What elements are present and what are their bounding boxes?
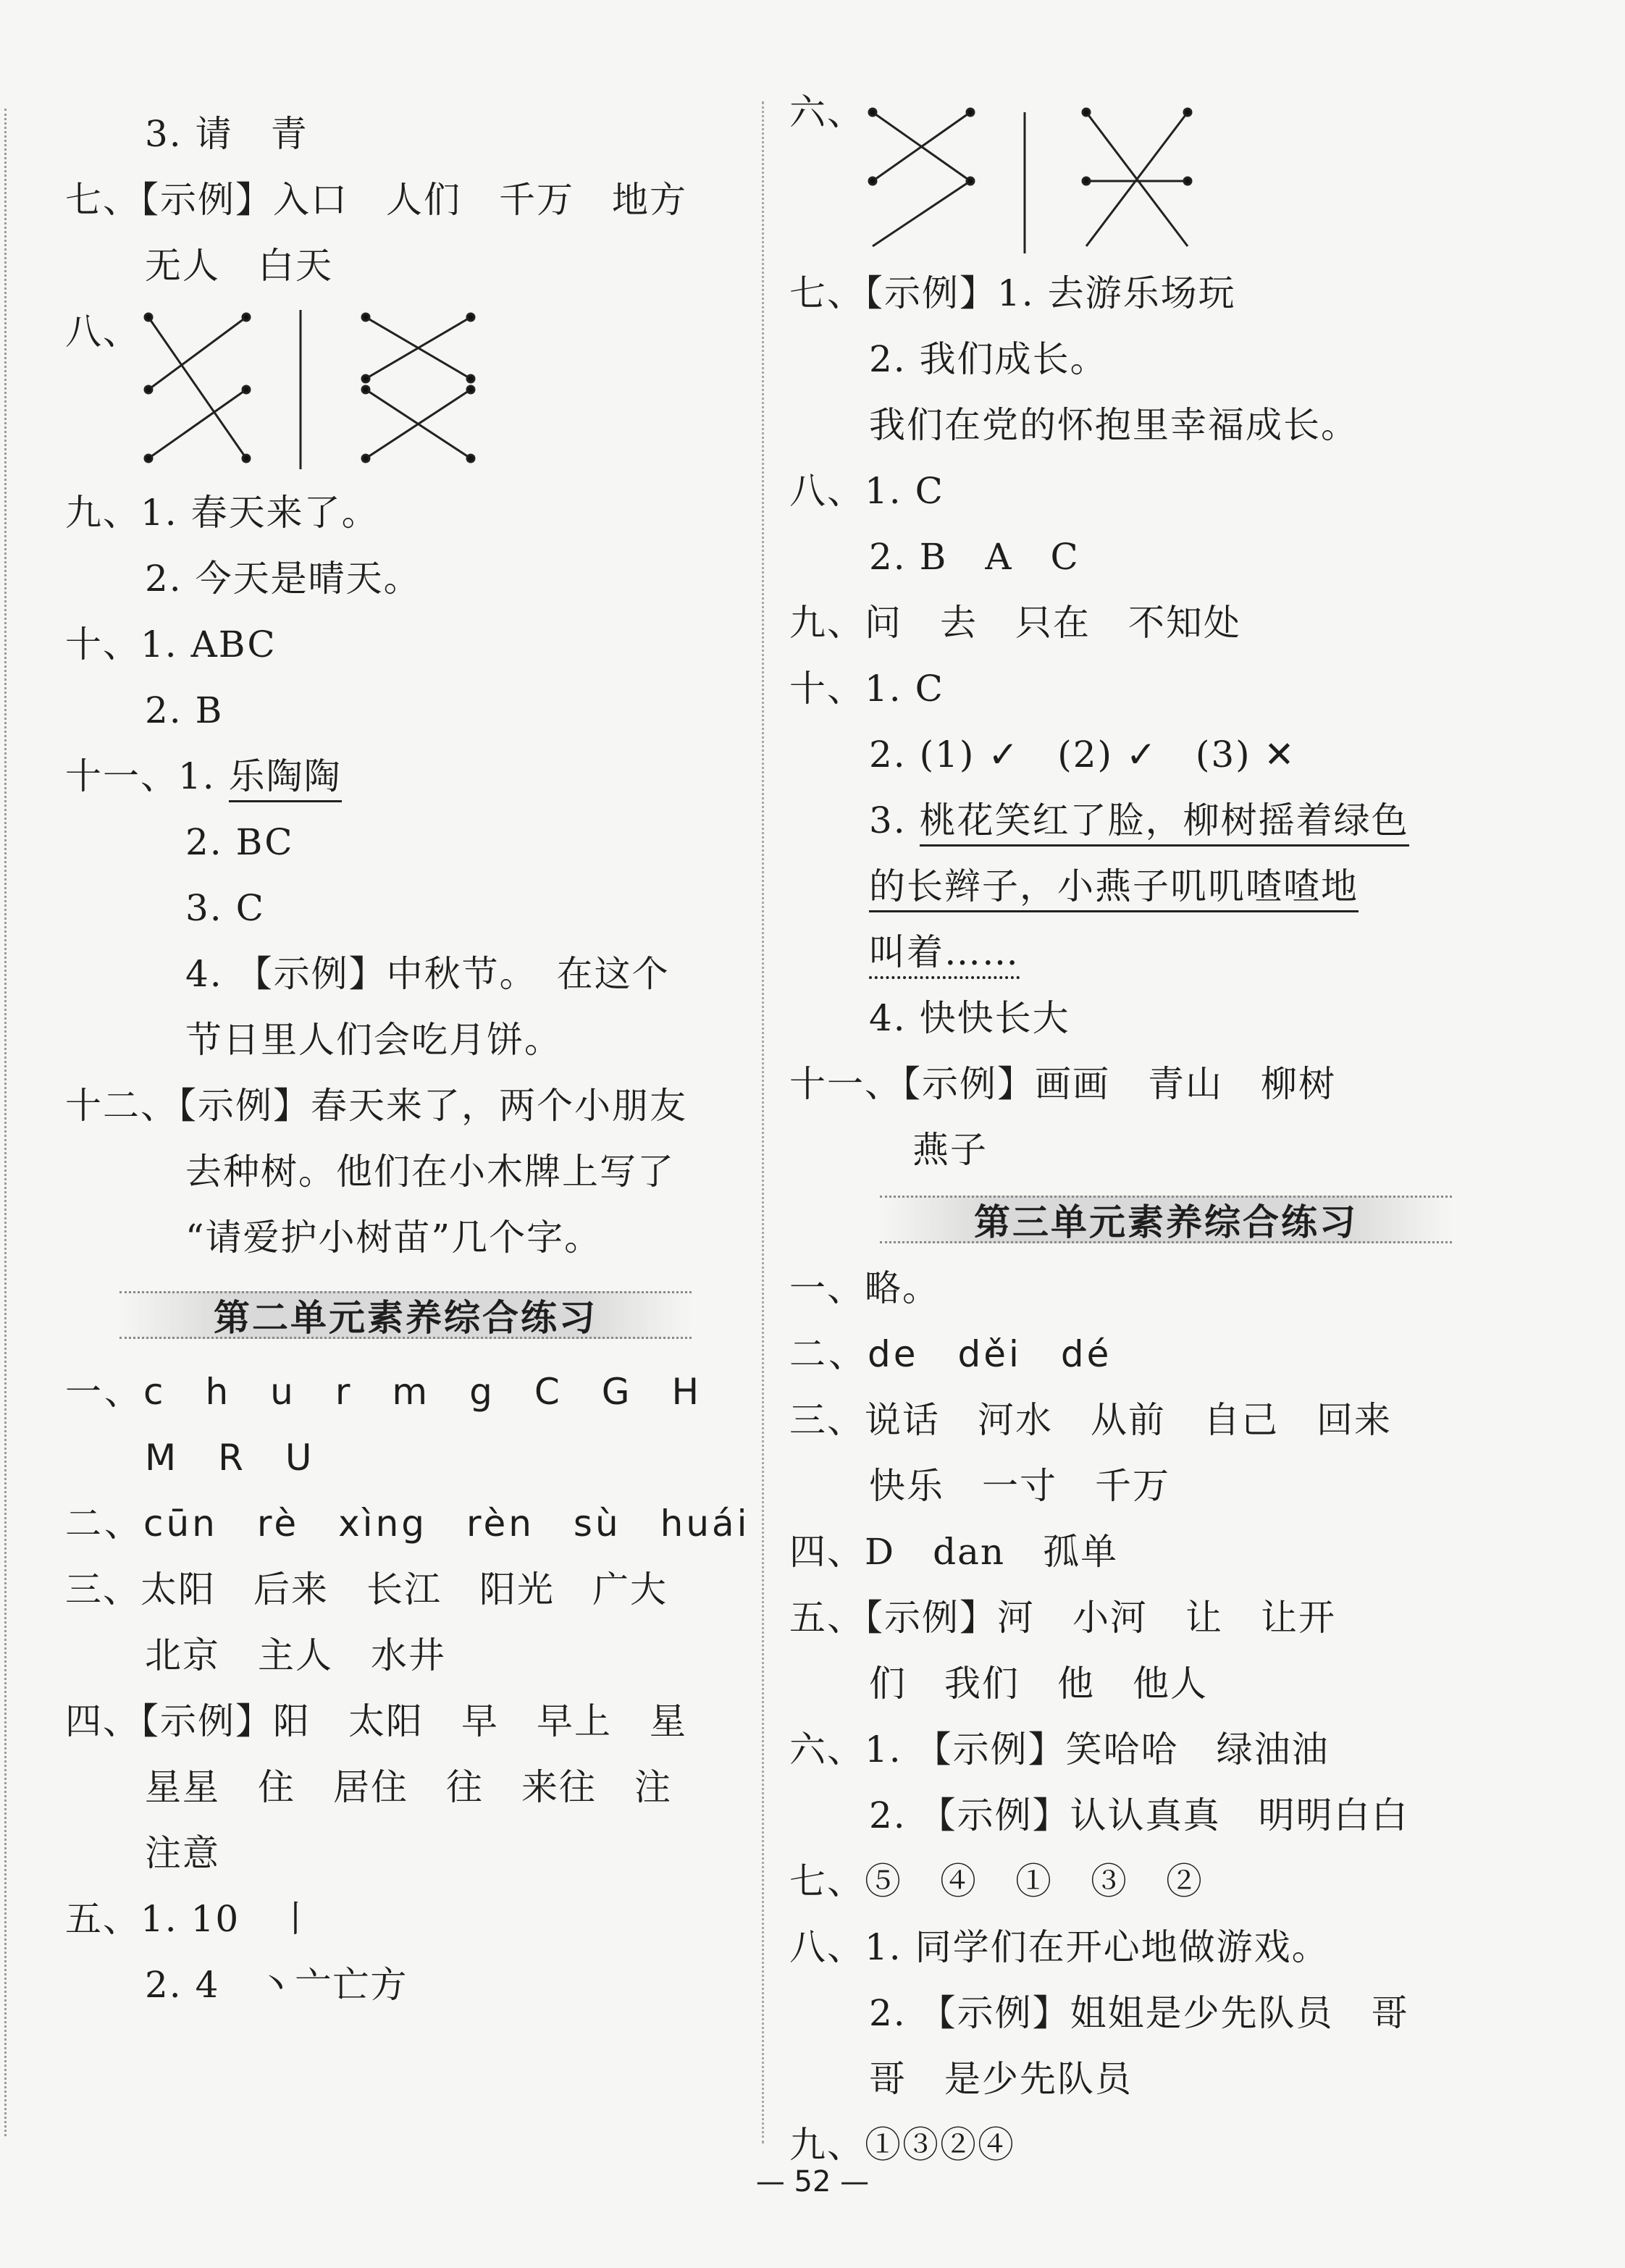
answer-line: 三、太阳 后来 长江 阳光 广大 (65, 1568, 668, 1610)
answer-line: 2. 【示例】认认真真 明明白白 (869, 1794, 1409, 1836)
answer-line: 节日里人们会吃月饼。 (185, 1019, 562, 1061)
answer-line: 2. 4 丶亠亡方 (145, 1964, 408, 2006)
answer-line: 三、说话 河水 从前 自己 回来 (789, 1399, 1392, 1441)
answer-line: 无人 白天 (145, 245, 333, 287)
answer-line: 八、1. 同学们在开心地做游戏。 (789, 1926, 1330, 1968)
page-number: — 52 — (755, 2165, 870, 2198)
answer-line: 哥 是少先队员 (869, 2058, 1133, 2100)
question-label: 六、 (789, 91, 865, 133)
matching-lines-diagram (862, 101, 1296, 261)
matching-lines-diagram (138, 306, 644, 487)
answer-line: 二、de děi dé (789, 1333, 1112, 1375)
question-label: 八、 (65, 311, 140, 353)
answer-line: 六、1. 【示例】笑哈哈 绿油油 (789, 1729, 1330, 1771)
answer-line: 2. (1) ✓ (2) ✓ (3) ✕ (869, 734, 1296, 776)
answer-line: 一、略。 (789, 1267, 940, 1309)
underlined-answer: 的长辫子，小燕子叽叽喳喳地 (869, 865, 1359, 912)
answer-line (789, 854, 1542, 920)
answer-prefix: 十一、1. (65, 755, 229, 797)
right-column (789, 91, 1542, 2178)
matching-diagram-6 (789, 91, 1542, 261)
answer-line: 九、问 去 只在 不知处 (789, 602, 1241, 644)
answer-line: 四、【示例】阳 太阳 早 早上 星 (65, 1700, 687, 1742)
answer-line: 九、1. 春天来了。 (65, 492, 379, 534)
answer-line: 一、c h u r m g C G H (65, 1371, 702, 1413)
left-column (65, 101, 750, 2018)
answer-line: 3. C (185, 887, 265, 929)
answer-line: 二、cūn rè xìng rèn sù huái (65, 1503, 750, 1545)
answer-line: 2. 今天是晴天。 (145, 558, 421, 600)
underlined-answer: 桃花笑红了脸，柳树摇着绿色 (920, 799, 1409, 847)
answer-line: 九、①③②④ (789, 2124, 1015, 2166)
answer-line: 七、【示例】入口 人们 千万 地方 (65, 179, 687, 221)
section-heading (789, 1183, 1542, 1256)
answer-line: 3. 请 青 (145, 113, 308, 155)
answer-line: 四、D dan 孤单 (789, 1531, 1119, 1573)
answer-line: 我们在党的怀抱里幸福成长。 (869, 404, 1359, 446)
answer-line: 十、1. C (789, 668, 944, 710)
section-title: 第三单元素养综合练习 (880, 1196, 1452, 1243)
answer-line: 们 我们 他 他人 (869, 1663, 1208, 1705)
answer-line: 十二、【示例】春天来了，两个小朋友 (65, 1085, 687, 1127)
answer-line: “请爱护小树苗”几个字。 (185, 1217, 602, 1259)
answer-line: 4. 快快长大 (869, 997, 1070, 1039)
answer-line: 2. BC (185, 821, 294, 863)
answer-line: 注意 (145, 1832, 220, 1874)
answer-line: 2. 我们成长。 (869, 338, 1108, 380)
answer-line: 星星 住 居住 往 来往 注 (145, 1766, 672, 1808)
answer-line: 2. B (145, 689, 224, 731)
answer-line: 七、【示例】1. 去游乐场玩 (789, 272, 1236, 314)
answer-line: 2. B A C (869, 536, 1080, 578)
answer-line: 快乐 一寸 千万 (869, 1465, 1170, 1507)
answer-prefix: 3. (869, 799, 920, 841)
answer-line: 十、1. ABC (65, 623, 277, 665)
underlined-answer: 乐陶陶 (229, 755, 342, 802)
answer-line: 4. 【示例】中秋节。 在这个 (185, 953, 670, 995)
answer-line: M R U (145, 1437, 315, 1479)
answer-line (65, 744, 746, 810)
answer-line: 去种树。他们在小木牌上写了 (185, 1151, 675, 1193)
answer-line: 燕子 (912, 1129, 988, 1171)
answer-line: 七、⑤ ④ ① ③ ② (789, 1860, 1204, 1902)
answer-line: 八、1. C (789, 470, 944, 512)
column-divider (762, 101, 764, 2143)
answer-line: 2. 【示例】姐姐是少先队员 哥 (869, 1992, 1409, 2034)
section-heading (65, 1271, 746, 1359)
answer-line: 五、1. 10 丨 (65, 1898, 316, 1940)
answer-line: 十一、【示例】画画 青山 柳树 (789, 1063, 1336, 1105)
answer-line (789, 920, 1542, 986)
matching-diagram-8 (65, 299, 746, 480)
answer-line (789, 788, 1542, 854)
section-title: 第二单元素养综合练习 (119, 1291, 692, 1339)
answer-line: 五、【示例】河 小河 让 让开 (789, 1597, 1336, 1639)
underlined-answer: 叫着…… (869, 931, 1020, 979)
answer-line: 北京 主人 水井 (145, 1634, 446, 1676)
binding-edge-line (4, 109, 7, 2136)
